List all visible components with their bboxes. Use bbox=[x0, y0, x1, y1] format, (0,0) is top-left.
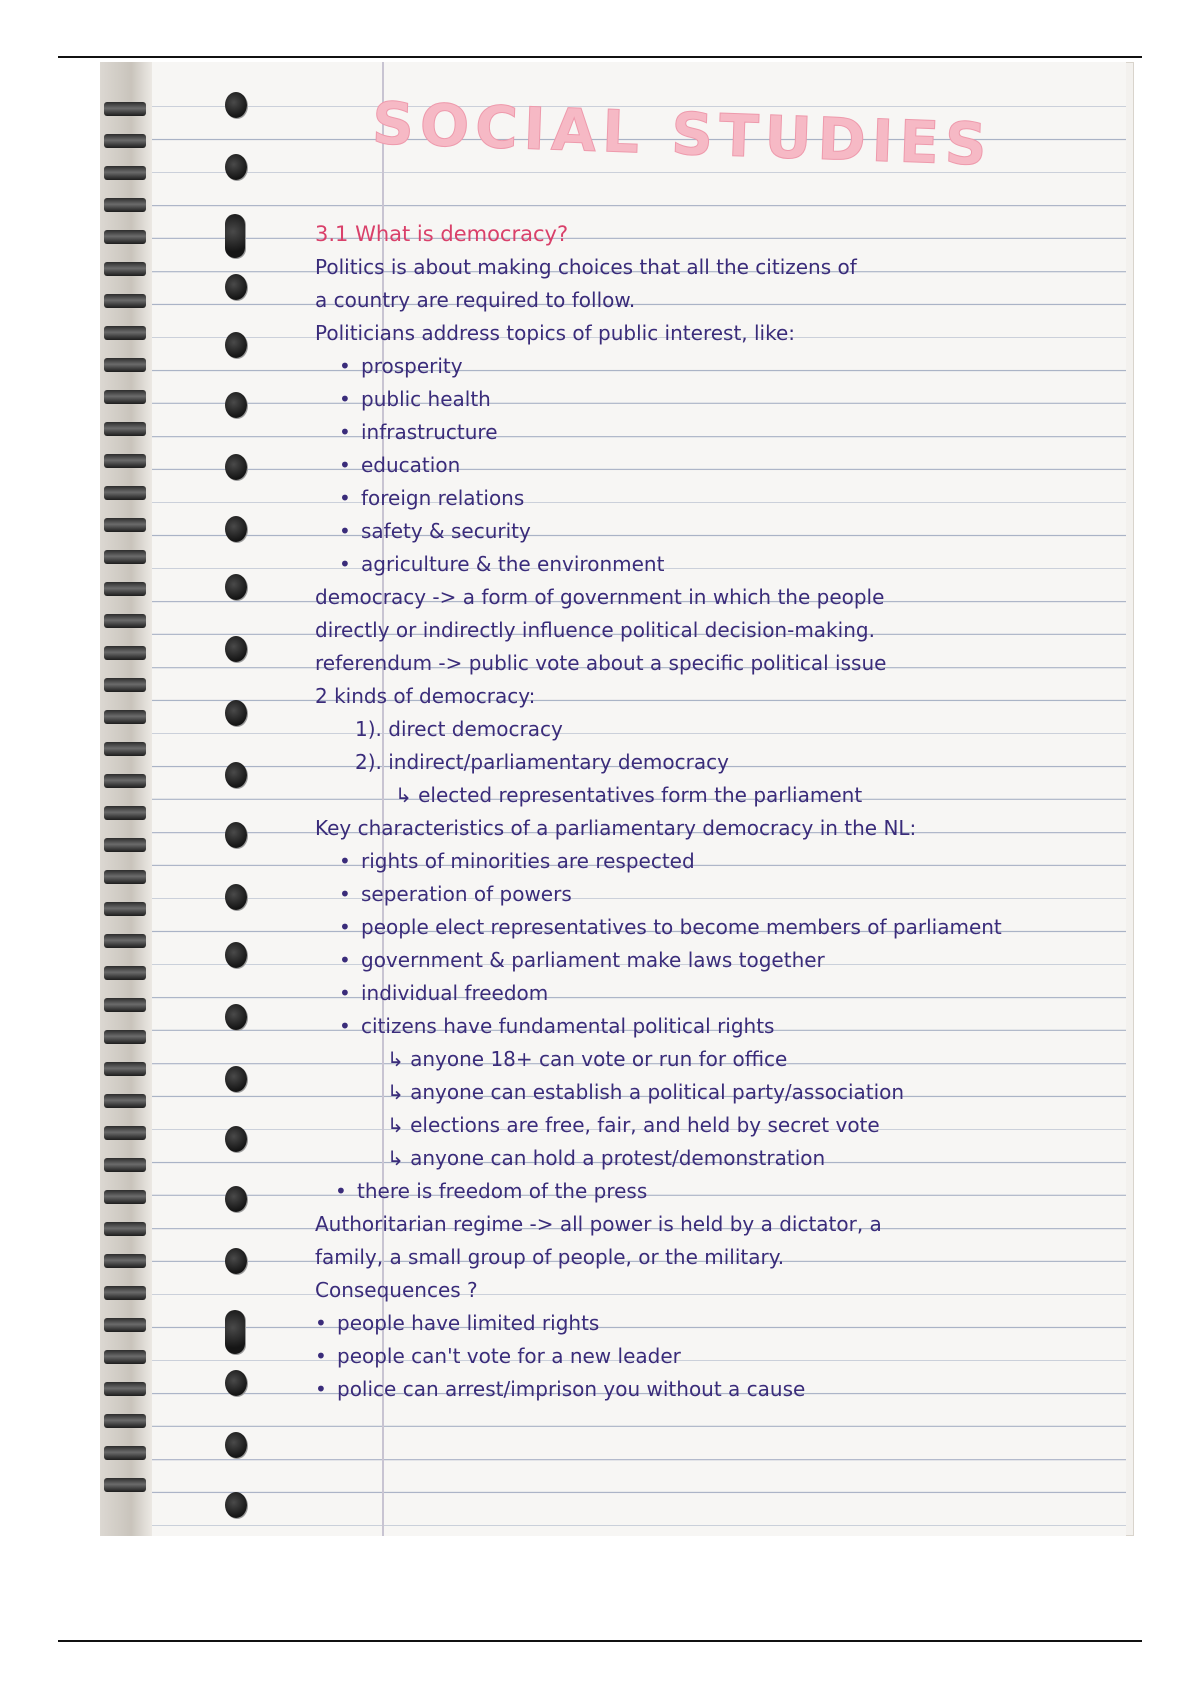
punch-hole bbox=[225, 516, 247, 542]
numbered-item: 2). indirect/parliamentary democracy bbox=[355, 750, 729, 774]
list-item-text: individual freedom bbox=[361, 981, 549, 1005]
punch-hole bbox=[225, 700, 247, 726]
list-item: • infrastructure bbox=[339, 420, 498, 444]
list-item-text: infrastructure bbox=[361, 420, 498, 444]
list-item-text: police can arrest/imprison you without a cause bbox=[337, 1377, 806, 1401]
punch-hole bbox=[225, 822, 247, 848]
punch-hole bbox=[225, 1004, 247, 1030]
spiral-coil bbox=[104, 518, 146, 532]
list-item-text: safety & security bbox=[361, 519, 531, 543]
spiral-coil bbox=[104, 166, 146, 180]
text-line: family, a small group of people, or the military. bbox=[315, 1245, 785, 1269]
page-title: SOCIAL STUDIES bbox=[371, 89, 994, 179]
punch-hole bbox=[225, 1310, 245, 1354]
section-heading: 3.1 What is democracy? bbox=[315, 222, 569, 246]
spiral-coil bbox=[104, 134, 146, 148]
spiral-coil bbox=[104, 1478, 146, 1492]
punch-hole bbox=[225, 1248, 247, 1274]
spiral-coil bbox=[104, 1126, 146, 1140]
spiral-coil bbox=[104, 902, 146, 916]
text-line: 2 kinds of democracy: bbox=[315, 684, 536, 708]
punch-hole bbox=[225, 1186, 247, 1212]
list-item-text: agriculture & the environment bbox=[361, 552, 665, 576]
punch-hole bbox=[225, 1492, 247, 1518]
list-item: • prosperity bbox=[339, 354, 463, 378]
bottom-rule bbox=[58, 1640, 1142, 1642]
spiral-coil bbox=[104, 870, 146, 884]
list-item: • agriculture & the environment bbox=[339, 552, 665, 576]
list-item: • citizens have fundamental political rights bbox=[339, 1014, 775, 1038]
punch-hole bbox=[225, 942, 247, 968]
spiral-coil bbox=[104, 102, 146, 116]
punch-hole bbox=[225, 762, 247, 788]
punch-hole bbox=[225, 454, 247, 480]
spiral-coil bbox=[104, 1446, 146, 1460]
punch-hole bbox=[225, 92, 247, 118]
list-item: • people can't vote for a new leader bbox=[315, 1344, 681, 1368]
punch-hole bbox=[225, 392, 247, 418]
list-item: • individual freedom bbox=[339, 981, 549, 1005]
list-item-text: government & parliament make laws together bbox=[361, 948, 825, 972]
list-item-text: public health bbox=[361, 387, 491, 411]
spiral-coil bbox=[104, 1062, 146, 1076]
list-item-text: education bbox=[361, 453, 461, 477]
spiral-coil bbox=[104, 358, 146, 372]
punch-hole bbox=[225, 636, 247, 662]
spiral-coil bbox=[104, 1382, 146, 1396]
text-line: directly or indirectly influence political decision-making. bbox=[315, 618, 875, 642]
spiral-coil bbox=[104, 1286, 146, 1300]
spiral-coil bbox=[104, 550, 146, 564]
spiral-coil bbox=[104, 838, 146, 852]
list-item: • seperation of powers bbox=[339, 882, 572, 906]
top-rule bbox=[58, 56, 1142, 58]
list-item-text: people elect representatives to become members of parliament bbox=[361, 915, 1002, 939]
spiral-coil bbox=[104, 230, 146, 244]
spiral-coil bbox=[104, 486, 146, 500]
list-item: • people have limited rights bbox=[315, 1311, 600, 1335]
spiral-coil bbox=[104, 1030, 146, 1044]
spiral-coil bbox=[104, 742, 146, 756]
spiral-coil bbox=[104, 966, 146, 980]
spiral-coil bbox=[104, 678, 146, 692]
list-item-text: there is freedom of the press bbox=[357, 1179, 648, 1203]
text-line: Consequences ? bbox=[315, 1278, 478, 1302]
spiral-coil bbox=[104, 774, 146, 788]
spiral-coil bbox=[104, 422, 146, 436]
sub-note: ↳ elected representatives form the parliament bbox=[395, 783, 863, 807]
list-item-text: seperation of powers bbox=[361, 882, 572, 906]
list-item-text: foreign relations bbox=[361, 486, 525, 510]
text-line: democracy -> a form of government in which the people bbox=[315, 585, 885, 609]
spiral-coil bbox=[104, 326, 146, 340]
spiral-coil bbox=[104, 998, 146, 1012]
spiral-coil bbox=[104, 614, 146, 628]
text-line: referendum -> public vote about a specific political issue bbox=[315, 651, 887, 675]
list-item: • public health bbox=[339, 387, 491, 411]
spiral-coil bbox=[104, 198, 146, 212]
list-item: • foreign relations bbox=[339, 486, 525, 510]
punch-hole bbox=[225, 574, 247, 600]
list-item: • rights of minorities are respected bbox=[339, 849, 695, 873]
spiral-binding bbox=[100, 62, 152, 1536]
spiral-coil bbox=[104, 454, 146, 468]
sub-note: ↳ anyone can hold a protest/demonstration bbox=[387, 1146, 826, 1170]
text-line: Authoritarian regime -> all power is held by a dictator, a bbox=[315, 1212, 882, 1236]
punch-hole bbox=[225, 884, 247, 910]
spiral-coil bbox=[104, 1350, 146, 1364]
spiral-coil bbox=[104, 934, 146, 948]
punch-hole bbox=[225, 1370, 247, 1396]
list-item-text: people can't vote for a new leader bbox=[337, 1344, 681, 1368]
spiral-coil bbox=[104, 1222, 146, 1236]
numbered-item: 1). direct democracy bbox=[355, 717, 563, 741]
spiral-coil bbox=[104, 582, 146, 596]
punch-hole bbox=[225, 1126, 247, 1152]
punch-hole bbox=[225, 332, 247, 358]
punch-hole bbox=[225, 274, 247, 300]
spiral-coil bbox=[104, 806, 146, 820]
spiral-coil bbox=[104, 710, 146, 724]
list-item: • education bbox=[339, 453, 461, 477]
list-item-text: rights of minorities are respected bbox=[361, 849, 695, 873]
list-item-text: prosperity bbox=[361, 354, 463, 378]
list-item: • there is freedom of the press bbox=[335, 1179, 648, 1203]
list-item: • people elect representatives to become members of parliament bbox=[339, 915, 1002, 939]
text-line: Key characteristics of a parliamentary democracy in the NL: bbox=[315, 816, 917, 840]
notes bbox=[315, 218, 1095, 1406]
spiral-coil bbox=[104, 294, 146, 308]
spiral-coil bbox=[104, 1414, 146, 1428]
spiral-coil bbox=[104, 1318, 146, 1332]
punch-hole bbox=[225, 1432, 247, 1458]
list-item: • police can arrest/imprison you without a cause bbox=[315, 1377, 806, 1401]
spiral-coil bbox=[104, 1254, 146, 1268]
spiral-coil bbox=[104, 1158, 146, 1172]
spiral-coil bbox=[104, 262, 146, 276]
spiral-coil bbox=[104, 646, 146, 660]
list-item: • safety & security bbox=[339, 519, 531, 543]
list-item: • government & parliament make laws together bbox=[339, 948, 825, 972]
spiral-coil bbox=[104, 1190, 146, 1204]
text-line: Politics is about making choices that all the citizens of bbox=[315, 255, 857, 279]
punch-hole bbox=[225, 214, 245, 258]
sub-note: ↳ anyone can establish a political party/association bbox=[387, 1080, 905, 1104]
punch-hole bbox=[225, 1066, 247, 1092]
sub-note: ↳ elections are free, fair, and held by secret vote bbox=[387, 1113, 880, 1137]
text-line: a country are required to follow. bbox=[315, 288, 636, 312]
punch-hole bbox=[225, 154, 247, 180]
spiral-coil bbox=[104, 1094, 146, 1108]
list-item-text: citizens have fundamental political rights bbox=[361, 1014, 775, 1038]
list-item-text: people have limited rights bbox=[337, 1311, 600, 1335]
spiral-coil bbox=[104, 390, 146, 404]
text-line: Politicians address topics of public interest, like: bbox=[315, 321, 796, 345]
sub-note: ↳ anyone 18+ can vote or run for office bbox=[387, 1047, 788, 1071]
